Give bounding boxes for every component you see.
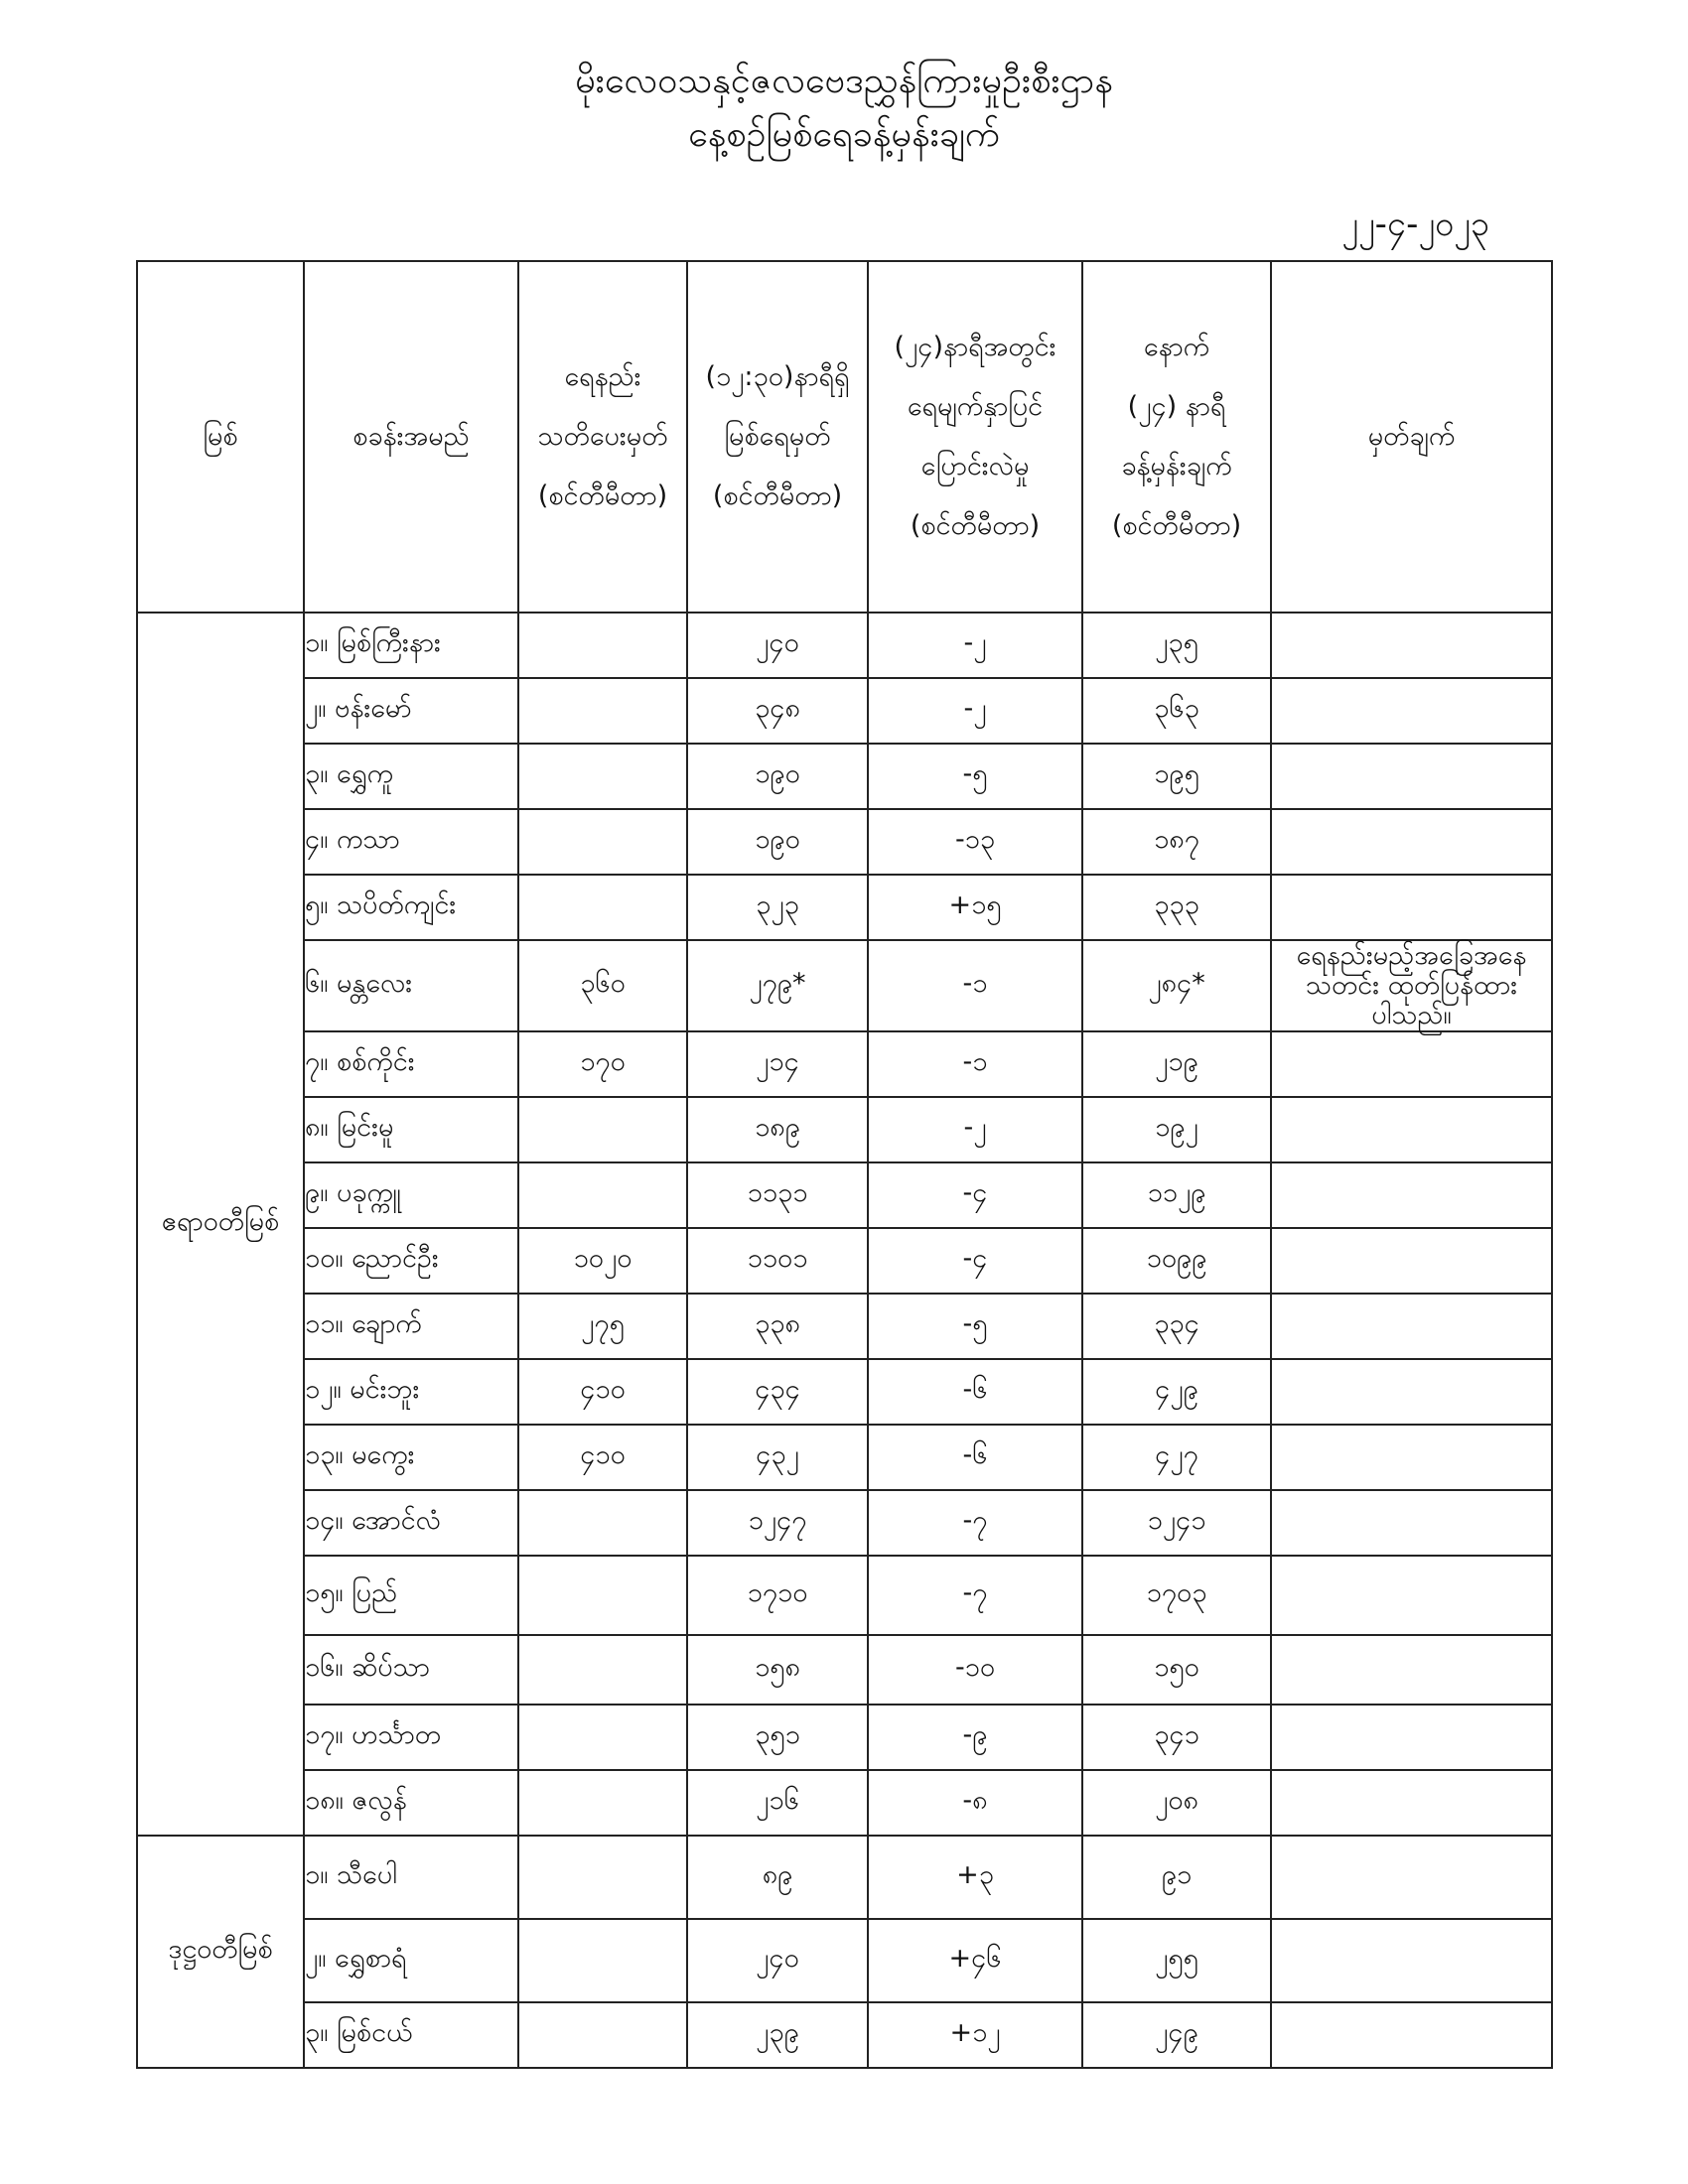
change-cell: -၄: [868, 1162, 1082, 1228]
col-header-forecast: [1082, 261, 1271, 613]
river-name-cell: ဧရာဝတီမြစ်: [137, 613, 304, 1836]
forecast-cell: ၁၉၂: [1082, 1097, 1271, 1162]
danger-level-cell: ၁၀၂၀: [518, 1228, 687, 1294]
remark-cell: [1271, 1770, 1552, 1836]
danger-level-cell: ၄၁၀: [518, 1359, 687, 1425]
table-row: [137, 1836, 1552, 1919]
col-header-current-level: [687, 261, 868, 613]
station-cell: ၁၀။ ညောင်ဦး: [304, 1228, 518, 1294]
header-line: ရေနည်း: [564, 361, 641, 392]
change-cell: +၁၅: [868, 875, 1082, 940]
current-level-cell: ၂၄၀: [687, 613, 868, 678]
station-cell: ၅။ သပိတ်ကျင်း: [304, 875, 518, 940]
current-level-cell: ၂၇၉*: [687, 940, 868, 1031]
station-cell: ၁၃။ မကွေး: [304, 1425, 518, 1490]
remark-cell: [1271, 1162, 1552, 1228]
current-level-cell: ၁၅၈: [687, 1635, 868, 1705]
remark-cell: [1271, 678, 1552, 744]
current-level-cell: ၁၉၀: [687, 744, 868, 809]
header-line: (စင်တီမီတာ): [1111, 510, 1242, 541]
remark-cell: [1271, 1705, 1552, 1770]
header-line: မှတ်ချက်: [1367, 421, 1456, 452]
table-row: [137, 1031, 1552, 1097]
table-row: [137, 1490, 1552, 1556]
report-date: ၂၂-၄-၂၀၂၃: [1341, 205, 1489, 244]
danger-level-cell: [518, 1635, 687, 1705]
change-cell: -၂: [868, 613, 1082, 678]
danger-level-cell: [518, 1490, 687, 1556]
header-line: (စင်တီမီတာ): [910, 510, 1041, 541]
table-row: [137, 1294, 1552, 1359]
page-subtitle: နေ့စဉ်မြစ်ရေခန့်မှန်းချက်: [688, 114, 1000, 155]
station-cell: ၁၅။ ပြည်: [304, 1556, 518, 1635]
change-cell: +၃: [868, 1836, 1082, 1919]
table-row: [137, 1556, 1552, 1635]
river-forecast-table: [136, 260, 1553, 2069]
forecast-cell: ၉၁: [1082, 1836, 1271, 1919]
change-cell: -၅: [868, 1294, 1082, 1359]
forecast-cell: ၂၈၄*: [1082, 940, 1271, 1031]
change-cell: +၁၂: [868, 2002, 1082, 2068]
header-line: စခန်းအမည်: [352, 421, 470, 452]
forecast-cell: ၂၄၉: [1082, 2002, 1271, 2068]
table-row: [137, 1425, 1552, 1490]
current-level-cell: ၁၈၉: [687, 1097, 868, 1162]
table-row: [137, 940, 1552, 1031]
change-cell: -၉: [868, 1705, 1082, 1770]
forecast-cell: ၁၉၅: [1082, 744, 1271, 809]
col-header-danger-level: [518, 261, 687, 613]
remark-cell: [1271, 1031, 1552, 1097]
station-cell: ၃။ မြစ်ငယ်: [304, 2002, 518, 2068]
forecast-cell: ၁၅၀: [1082, 1635, 1271, 1705]
remark-cell: [1271, 744, 1552, 809]
page-title: မိုးလေဝသနှင့်ဇလဗေဒညွှန်ကြားမှုဦးစီးဌာန: [575, 61, 1113, 101]
col-header-station: [304, 261, 518, 613]
change-cell: -၁: [868, 1031, 1082, 1097]
change-cell: -၂: [868, 678, 1082, 744]
forecast-cell: ၃၄၁: [1082, 1705, 1271, 1770]
change-cell: -၆: [868, 1425, 1082, 1490]
change-cell: -၈: [868, 1770, 1082, 1836]
current-level-cell: ၃၃၈: [687, 1294, 868, 1359]
remark-cell: [1271, 1359, 1552, 1425]
current-level-cell: ၂၄၀: [687, 1919, 868, 2002]
header-line: သတိပေးမှတ်: [537, 421, 668, 452]
danger-level-cell: ၃၆၀: [518, 940, 687, 1031]
header-line: (စင်တီမီတာ): [712, 480, 843, 511]
change-cell: -၆: [868, 1359, 1082, 1425]
header-line: (၂၄) နာရီ: [1127, 391, 1226, 422]
header-line: မြစ်ရေမှတ်: [724, 421, 831, 452]
danger-level-cell: ၂၇၅: [518, 1294, 687, 1359]
change-cell: -၇: [868, 1490, 1082, 1556]
change-cell: -၅: [868, 744, 1082, 809]
header-line: (စင်တီမီတာ): [537, 480, 668, 511]
table-row: [137, 1359, 1552, 1425]
station-cell: ၁၈။ ဇလွန်: [304, 1770, 518, 1836]
header-row: [137, 261, 1552, 613]
header-line: ပြောင်းလဲမှု: [920, 451, 1030, 481]
danger-level-cell: ၁၇၀: [518, 1031, 687, 1097]
danger-level-cell: [518, 2002, 687, 2068]
change-cell: -၇: [868, 1556, 1082, 1635]
table-row: [137, 1919, 1552, 2002]
header-line: ရေမျက်နှာပြင်: [907, 391, 1044, 422]
col-header-24h-change: [868, 261, 1082, 613]
current-level-cell: ၂၁၄: [687, 1031, 868, 1097]
current-level-cell: ၄၃၄: [687, 1359, 868, 1425]
remark-cell: [1271, 1097, 1552, 1162]
header-line: နောက်: [1143, 332, 1210, 362]
forecast-cell: ၄၂၉: [1082, 1359, 1271, 1425]
current-level-cell: ၃၄၈: [687, 678, 868, 744]
forecast-cell: ၂၅၅: [1082, 1919, 1271, 2002]
col-header-river: [137, 261, 304, 613]
current-level-cell: ၁၁၀၁: [687, 1228, 868, 1294]
col-header-remark: [1271, 261, 1552, 613]
station-cell: ၁၁။ ချောက်: [304, 1294, 518, 1359]
station-cell: ၆။ မန္တလေး: [304, 940, 518, 1031]
station-cell: ၃။ ရွှေကူ: [304, 744, 518, 809]
current-level-cell: ၈၉: [687, 1836, 868, 1919]
remark-cell: [1271, 1490, 1552, 1556]
table-row: [137, 2002, 1552, 2068]
table-row: [137, 1635, 1552, 1705]
danger-level-cell: [518, 1919, 687, 2002]
table-row: [137, 1228, 1552, 1294]
change-cell: -၁၃: [868, 809, 1082, 875]
current-level-cell: ၃၅၁: [687, 1705, 868, 1770]
forecast-cell: ၁၇၀၃: [1082, 1556, 1271, 1635]
forecast-cell: ၂၃၅: [1082, 613, 1271, 678]
remark-cell: [1271, 875, 1552, 940]
table-row: [137, 1770, 1552, 1836]
remark-cell: [1271, 1635, 1552, 1705]
remark-cell: [1271, 2002, 1552, 2068]
danger-level-cell: [518, 744, 687, 809]
danger-level-cell: [518, 678, 687, 744]
table-body: [137, 613, 1552, 2068]
danger-level-cell: [518, 875, 687, 940]
current-level-cell: ၁၂၄၇: [687, 1490, 868, 1556]
forecast-cell: ၃၃၄: [1082, 1294, 1271, 1359]
current-level-cell: ၁၁၃၁: [687, 1162, 868, 1228]
danger-level-cell: [518, 1705, 687, 1770]
forecast-cell: ၁၂၄၁: [1082, 1490, 1271, 1556]
danger-level-cell: [518, 809, 687, 875]
station-cell: ၇။ စစ်ကိုင်း: [304, 1031, 518, 1097]
table-row: [137, 1705, 1552, 1770]
remark-cell: ရေနည်းမည့်အခြေအနေသတင်း ထုတ်ပြန်ထားပါသည်။: [1271, 940, 1552, 1031]
remark-cell: [1271, 1294, 1552, 1359]
header-line: (၂၄)နာရီအတွင်း: [894, 332, 1056, 362]
danger-level-cell: [518, 1162, 687, 1228]
station-cell: ၉။ ပခုက္ကူ: [304, 1162, 518, 1228]
station-cell: ၁၇။ ဟင်္သာတ: [304, 1705, 518, 1770]
station-cell: ၈။ မြင်းမူ: [304, 1097, 518, 1162]
station-cell: ၁။ မြစ်ကြီးနား: [304, 613, 518, 678]
change-cell: +၄၆: [868, 1919, 1082, 2002]
danger-level-cell: [518, 1097, 687, 1162]
table-row: [137, 613, 1552, 678]
header-line: ခန့်မှန်းချက်: [1121, 451, 1232, 481]
danger-level-cell: [518, 613, 687, 678]
remark-cell: [1271, 1836, 1552, 1919]
header-line: (၁၂:၃၀)နာရီရှိ: [705, 361, 850, 392]
forecast-cell: ၄၂၇: [1082, 1425, 1271, 1490]
current-level-cell: ၃၂၃: [687, 875, 868, 940]
forecast-cell: ၃၆၃: [1082, 678, 1271, 744]
change-cell: -၂: [868, 1097, 1082, 1162]
current-level-cell: ၄၃၂: [687, 1425, 868, 1490]
table-row: [137, 1162, 1552, 1228]
current-level-cell: ၁၇၁၀: [687, 1556, 868, 1635]
table-row: [137, 875, 1552, 940]
table-row: [137, 678, 1552, 744]
current-level-cell: ၁၉၀: [687, 809, 868, 875]
danger-level-cell: [518, 1836, 687, 1919]
station-cell: ၁။ သီပေါ: [304, 1836, 518, 1919]
current-level-cell: ၂၁၆: [687, 1770, 868, 1836]
station-cell: ၂။ ရွှေစာရံ: [304, 1919, 518, 2002]
forecast-cell: ၂၁၉: [1082, 1031, 1271, 1097]
danger-level-cell: ၄၁၀: [518, 1425, 687, 1490]
remark-cell: [1271, 613, 1552, 678]
forecast-cell: ၃၃၃: [1082, 875, 1271, 940]
remark-cell: [1271, 1425, 1552, 1490]
station-cell: ၁၆။ ဆိပ်သာ: [304, 1635, 518, 1705]
current-level-cell: ၂၃၉: [687, 2002, 868, 2068]
station-cell: ၁၄။ အောင်လံ: [304, 1490, 518, 1556]
change-cell: -၁: [868, 940, 1082, 1031]
forecast-cell: ၁၀၉၉: [1082, 1228, 1271, 1294]
remark-cell: [1271, 1556, 1552, 1635]
table-row: [137, 809, 1552, 875]
remark-cell: [1271, 809, 1552, 875]
river-name-cell: ဒုဋ္ဌဝတီမြစ်: [137, 1836, 304, 2068]
danger-level-cell: [518, 1770, 687, 1836]
table-row: [137, 1097, 1552, 1162]
forecast-cell: ၁၈၇: [1082, 809, 1271, 875]
header-line: မြစ်: [203, 421, 238, 452]
change-cell: -၄: [868, 1228, 1082, 1294]
danger-level-cell: [518, 1556, 687, 1635]
forecast-cell: ၂၀၈: [1082, 1770, 1271, 1836]
station-cell: ၁၂။ မင်းဘူး: [304, 1359, 518, 1425]
forecast-cell: ၁၁၂၉: [1082, 1162, 1271, 1228]
remark-cell: [1271, 1919, 1552, 2002]
station-cell: ၄။ ကသာ: [304, 809, 518, 875]
station-cell: ၂။ ဗန်းမော်: [304, 678, 518, 744]
table-row: [137, 744, 1552, 809]
remark-cell: [1271, 1228, 1552, 1294]
change-cell: -၁၀: [868, 1635, 1082, 1705]
